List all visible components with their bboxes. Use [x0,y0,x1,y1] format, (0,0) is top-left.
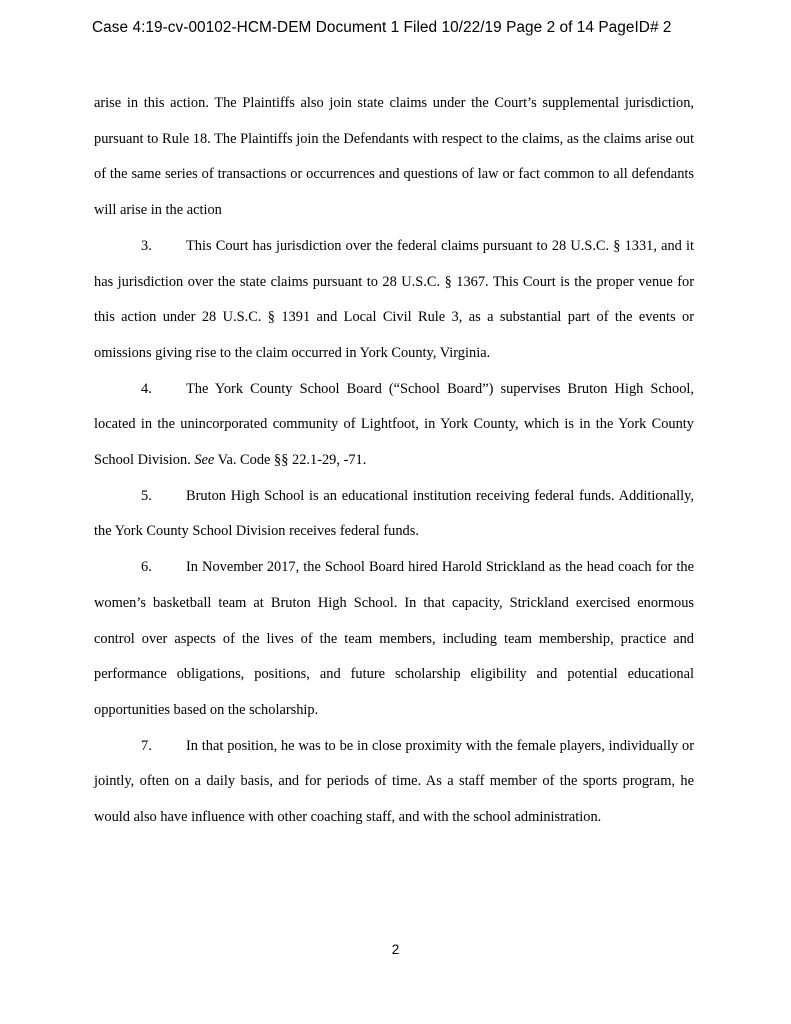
paragraph-number: 5. [141,487,152,504]
citation-signal: See [194,452,215,469]
document-body [94,86,694,836]
paragraph-number: 3. [141,237,152,254]
paragraph-text: Bruton High School is an educational institution receiving federal funds. Additionally, the York County School Division receives federal funds. [94,487,694,540]
paragraph-number: 6. [141,559,152,576]
paragraph-6 [94,550,694,729]
case-header: Case 4:19-cv-00102-HCM-DEM Document 1 Filed 10/22/19 Page 2 of 14 PageID# 2 [92,19,672,36]
paragraph-number: 7. [141,737,152,754]
paragraph-3 [94,229,694,372]
paragraph-text: This Court has jurisdiction over the federal claims pursuant to 28 U.S.C. § 1331, and it has jurisdiction over the state claims pursuant to 28 U.S.C. § 1367. This Court is the proper venue for this action under 28 U.S.C. § 1391 and Local Civil Rule 3, as a substantial part of the events or omissions giving rise to the claim occurred in York County, Virginia. [94,237,694,361]
paragraph-4 [94,372,694,479]
paragraph-text: In that position, he was to be in close proximity with the female players, individually or jointly, often on a daily basis, and for periods of time. As a staff member of the sports program, he would also have influence with other coaching staff, and with the school administration. [94,737,694,826]
citation-text: Va. Code §§ 22.1-29, -71. [214,452,367,469]
paragraph-5 [94,479,694,550]
paragraph-7 [94,729,694,836]
paragraph-text: In November 2017, the School Board hired Harold Strickland as the head coach for the women’s basketball team at Bruton High School. In that capacity, Strickland exercised enormous control over aspects of the lives of the team members, including team membership, practice and performance obligations, positions, and future scholarship eligibility and potential educational opportunities based on the scholarship. [94,559,694,718]
paragraph-text: The York County School Board (“School Board”) supervises Bruton High School, located in the unincorporated community of Lightfoot, in York County, which is in the York County School Division. [94,380,694,469]
page-number: 2 [391,942,400,957]
paragraph-continued: arise in this action. The Plaintiffs also join state claims under the Court’s supplemental jurisdiction, pursuant to Rule 18. The Plaintiffs join the Defendants with respect to the claims, as the claims arise out of the same series of transactions or occurrences and questions of law or fact common to all defendants will arise in the action [94,95,694,219]
paragraph-number: 4. [141,380,152,397]
